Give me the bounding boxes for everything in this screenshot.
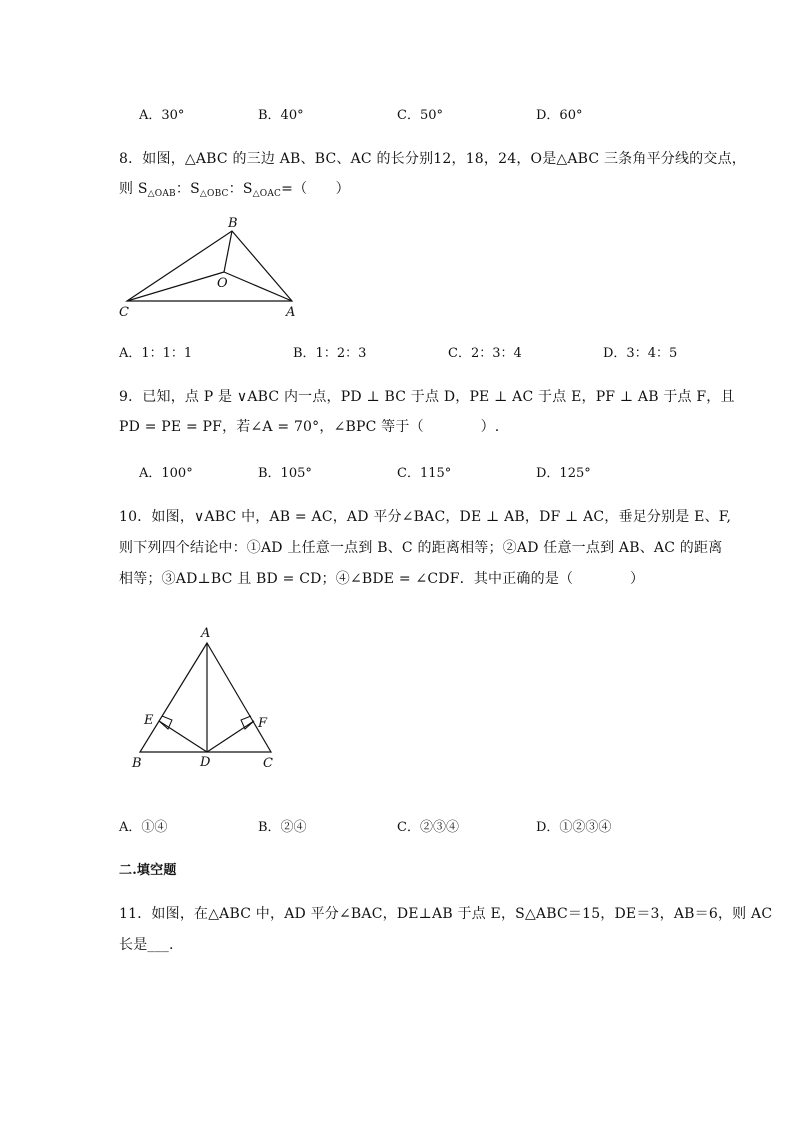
q7-option-a: A．30° — [139, 108, 185, 123]
q10-segment-df — [207, 721, 254, 752]
q10-label-b: B — [132, 756, 142, 771]
q9-option-a: A．100° — [139, 466, 193, 481]
q10-label-a: A — [201, 626, 211, 641]
q10-label-d: D — [200, 755, 211, 770]
q8-option-c: C．2：3：4 — [448, 346, 522, 361]
q10-label-e: E — [144, 713, 154, 728]
q8-label-b: B — [228, 216, 238, 231]
q8-stem-line1: 8．如图，△ABC 的三边 AB、BC、AC 的长分别12，18，24，O是△ABC 三条角平分线的交点， — [119, 151, 746, 167]
q10-option-b: B．②④ — [258, 820, 307, 835]
q10-label-c: C — [263, 756, 273, 771]
q9-stem-line2: PD = PE = PF，若∠A = 70°，∠BPC 等于（ ）. — [119, 419, 500, 435]
q10-stem-line3: 相等；③AD⊥BC 且 BD = CD；④∠BDE = ∠CDF．其中正确的是（ ） — [119, 571, 645, 587]
q7-option-b: B．40° — [258, 108, 304, 123]
q8-label-o: O — [217, 276, 228, 291]
q10-stem-line2: 则下列四个结论中：①AD 上任意一点到 B、C 的距离相等；②AD 任意一点到 AB、AC 的距离 — [119, 540, 723, 556]
q7-option-c: C．50° — [397, 108, 443, 123]
q9-option-c: C．115° — [397, 466, 452, 481]
q8-label-a: A — [286, 305, 296, 320]
q8-stem-line2: 则 $S_{\triangle OAB}$：$S_{\triangle OBC}$：$S_{\triangle OAC}=$（ ） — [119, 181, 350, 199]
q9-option-b: B．105° — [258, 466, 312, 481]
q9-option-d: D．125° — [536, 466, 591, 481]
q10-label-f: F — [258, 716, 268, 731]
q10-option-c: C．②③④ — [397, 820, 459, 835]
section-title: 二.填空题 — [119, 863, 177, 878]
q10-stem-line1: 10．如图，∨ABC 中，AB = AC，AD 平分∠BAC，DE ⊥ AB，DF ⊥ AC，垂足分别是 E、F, — [119, 509, 732, 525]
q10-option-a: A．①④ — [119, 820, 168, 835]
q9-stem-line1: 9．已知，点 P 是 ∨ABC 内一点，PD ⊥ BC 于点 D，PE ⊥ AC 于点 E，PF ⊥ AB 于点 F，且 — [119, 389, 735, 405]
q8-option-a: A．1：1：1 — [119, 346, 193, 361]
q8-option-d: D．3：4：5 — [603, 346, 678, 361]
q10-triangle-abc — [140, 643, 271, 752]
q8-option-b: B．1：2：3 — [293, 346, 367, 361]
q11-stem-line2: 长是___. — [119, 937, 174, 953]
q10-segment-de — [159, 721, 207, 752]
q7-option-d: D．60° — [536, 108, 583, 123]
q10-option-d: D．①②③④ — [536, 820, 612, 835]
q11-stem-line1: 11．如图，在△ABC 中，AD 平分∠BAC，DE⊥AB 于点 E，S△ABC＝15，DE＝3，AB＝6，则 AC — [119, 906, 773, 922]
q8-label-c: C — [119, 305, 129, 320]
q10-right-angle-f — [241, 716, 254, 729]
